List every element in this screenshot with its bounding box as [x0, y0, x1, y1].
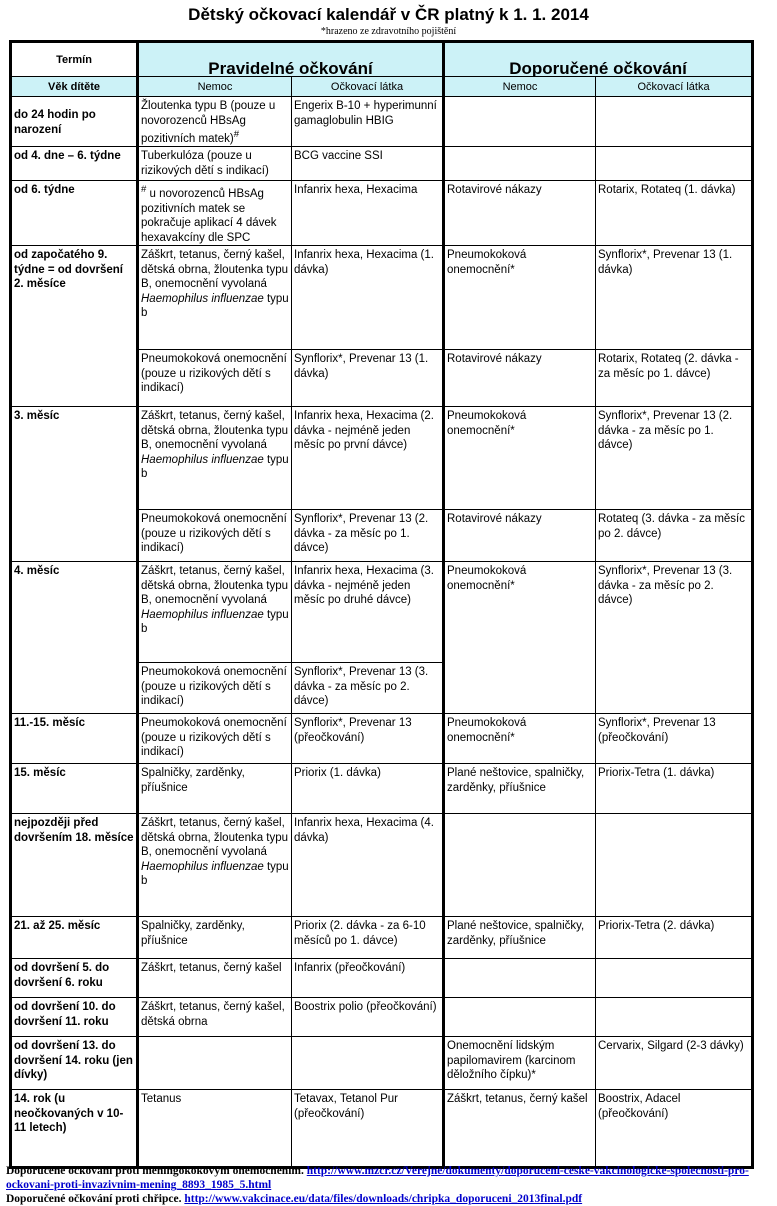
term-cell: od dovršení 5. do dovršení 6. roku [11, 959, 138, 998]
header-regular: Pravidelné očkování [138, 42, 444, 77]
meningo-link[interactable]: http://www.mzcr.cz/Verejne/dokumenty/doporuceni-ceske-vakcinologicke-spolecnosti-pro-ockovani-proti-invazivnim-mening_8893_1985_5.html [6, 1165, 749, 1191]
header-recommended-vaccine: Očkovací látka [596, 77, 753, 97]
table-row [11, 959, 753, 998]
regular-disease-cell: Záškrt, tetanus, černý kašel, dětská obrna, žloutenka typu B, onemocnění vyvolaná Haemophilus influenzae typu b [138, 814, 292, 917]
header-recommended: Doporučené očkování [444, 42, 753, 77]
flu-link[interactable]: http://www.vakcinace.eu/data/files/downloads/chripka_doporuceni_2013final.pdf [184, 1193, 583, 1205]
recommended-vaccine-cell [596, 97, 753, 147]
regular-disease-cell: Žloutenka typu B (pouze u novorozenců HBsAg pozitivních matek)# [138, 97, 292, 147]
regular-vaccine-cell: Infanrix (přeočkování) [292, 959, 444, 998]
regular-vaccine-cell: Infanrix hexa, Hexacima (3. dávka - nejméně jeden měsíc po druhé dávce) [292, 562, 444, 663]
regular-disease-cell: Spalničky, zarděnky, příušnice [138, 764, 292, 814]
header-term: Termín [11, 42, 138, 77]
regular-vaccine-cell: Boostrix polio (přeočkování) [292, 998, 444, 1037]
term-cell: 11.-15. měsíc [11, 714, 138, 764]
term-cell: od 6. týdne [11, 181, 138, 246]
recommended-disease-cell [444, 959, 596, 998]
table-row [11, 1090, 753, 1168]
regular-vaccine-cell: Infanrix hexa, Hexacima (1. dávka) [292, 246, 444, 350]
regular-vaccine-cell: Priorix (1. dávka) [292, 764, 444, 814]
recommended-vaccine-cell [596, 147, 753, 181]
regular-disease-cell: Záškrt, tetanus, černý kašel, dětská obrna, žloutenka typu B, onemocnění vyvolaná Haemophilus influenzae typu b [138, 562, 292, 663]
table-row [11, 246, 753, 350]
recommended-disease-cell: Pneumokoková onemocnění* [444, 562, 596, 714]
regular-disease-cell: Tetanus [138, 1090, 292, 1168]
table-row [11, 714, 753, 764]
table-row [11, 97, 753, 147]
regular-vaccine-cell: Infanrix hexa, Hexacima (2. dávka - nejméně jeden měsíc po první dávce) [292, 407, 444, 510]
recommended-disease-cell: Pneumokoková onemocnění* [444, 714, 596, 764]
table-row [11, 562, 753, 663]
recommended-vaccine-cell: Synflorix*, Prevenar 13 (přeočkování) [596, 714, 753, 764]
recommended-disease-cell: Plané neštovice, spalničky, zarděnky, příušnice [444, 764, 596, 814]
recommended-vaccine-cell: Rotarix, Rotateq (1. dávka) [596, 181, 753, 246]
regular-disease-cell [138, 1037, 292, 1090]
term-cell: 4. měsíc [11, 562, 138, 714]
header-age: Věk dítěte [11, 77, 138, 97]
recommended-disease-cell: Rotavirové nákazy [444, 350, 596, 407]
recommended-disease-cell: Záškrt, tetanus, černý kašel [444, 1090, 596, 1168]
page-title: Dětský očkovací kalendář v ČR platný k 1. 1. 2014 [188, 5, 589, 24]
recommended-disease-cell: Pneumokoková onemocnění* [444, 407, 596, 510]
regular-vaccine-cell: Infanrix hexa, Hexacima (4. dávka) [292, 814, 444, 917]
regular-vaccine-cell: Synflorix*, Prevenar 13 (přeočkování) [292, 714, 444, 764]
recommended-vaccine-cell [596, 959, 753, 998]
table-row [11, 1037, 753, 1090]
recommended-disease-cell: Onemocnění lidským papilomavirem (karcinom děložního čípku)* [444, 1037, 596, 1090]
term-cell: 21. až 25. měsíc [11, 917, 138, 959]
regular-vaccine-cell: Synflorix*, Prevenar 13 (2. dávka - za měsíc po 1. dávce) [292, 510, 444, 562]
header-recommended-disease: Nemoc [444, 77, 596, 97]
recommended-disease-cell [444, 998, 596, 1037]
recommended-vaccine-cell: Rotarix, Rotateq (2. dávka - za měsíc po 1. dávce) [596, 350, 753, 407]
term-cell: 15. měsíc [11, 764, 138, 814]
subtitle-note: *hrazeno ze zdravotního pojištění [320, 26, 457, 37]
recommended-disease-cell [444, 147, 596, 181]
recommended-vaccine-cell: Cervarix, Silgard (2-3 dávky) [596, 1037, 753, 1090]
recommended-vaccine-cell: Boostrix, Adacel (přeočkování) [596, 1090, 753, 1168]
regular-vaccine-cell: Priorix (2. dávka - za 6-10 měsíců po 1. dávce) [292, 917, 444, 959]
header-row-top [11, 42, 753, 77]
regular-disease-cell: Záškrt, tetanus, černý kašel, dětská obrna [138, 998, 292, 1037]
recommended-disease-cell: Rotavirové nákazy [444, 510, 596, 562]
table-row [11, 147, 753, 181]
header-regular-vaccine: Očkovací látka [292, 77, 444, 97]
regular-vaccine-cell: Synflorix*, Prevenar 13 (3. dávka - za měsíc po 2. dávce) [292, 663, 444, 714]
recommended-vaccine-cell: Synflorix*, Prevenar 13 (3. dávka - za měsíc po 2. dávce) [596, 562, 753, 714]
recommended-vaccine-cell [596, 814, 753, 917]
header-row-sub [11, 77, 753, 97]
table-row [11, 181, 753, 246]
regular-disease-cell: Záškrt, tetanus, černý kašel, dětská obrna, žloutenka typu B, onemocnění vyvolaná Haemophilus influenzae typu b [138, 246, 292, 350]
regular-disease-cell: Pneumokoková onemocnění (pouze u rizikových dětí s indikací) [138, 714, 292, 764]
table-row [11, 407, 753, 510]
recommended-disease-cell [444, 97, 596, 147]
regular-vaccine-cell: Infanrix hexa, Hexacima [292, 181, 444, 246]
regular-vaccine-cell: Synflorix*, Prevenar 13 (1. dávka) [292, 350, 444, 407]
regular-disease-cell: Pneumokoková onemocnění (pouze u rizikových dětí s indikací) [138, 350, 292, 407]
footer-flu-label: Doporučené očkování proti chřipce. [6, 1193, 182, 1205]
regular-disease-cell: Tuberkulóza (pouze u rizikových dětí s indikací) [138, 147, 292, 181]
regular-disease-cell: Spalničky, zarděnky, příušnice [138, 917, 292, 959]
recommended-vaccine-cell: Priorix-Tetra (2. dávka) [596, 917, 753, 959]
recommended-vaccine-cell: Synflorix*, Prevenar 13 (2. dávka - za měsíc po 1. dávce) [596, 407, 753, 510]
table-row [11, 998, 753, 1037]
regular-disease-cell: Záškrt, tetanus, černý kašel, dětská obrna, žloutenka typu B, onemocnění vyvolaná Haemophilus influenzae typu b [138, 407, 292, 510]
regular-vaccine-cell [292, 1037, 444, 1090]
regular-vaccine-cell: Tetavax, Tetanol Pur (přeočkování) [292, 1090, 444, 1168]
recommended-vaccine-cell: Priorix-Tetra (1. dávka) [596, 764, 753, 814]
recommended-disease-cell: Rotavirové nákazy [444, 181, 596, 246]
term-cell: 14. rok (u neočkovaných v 10-11 letech) [11, 1090, 138, 1168]
header-regular-disease: Nemoc [138, 77, 292, 97]
table-row [11, 764, 753, 814]
table-row [11, 917, 753, 959]
recommended-disease-cell [444, 814, 596, 917]
regular-vaccine-cell: Engerix B-10 + hyperimunní gamaglobulin HBIG [292, 97, 444, 147]
term-cell: do 24 hodin po narození [11, 97, 138, 147]
footer-meningo-label: Doporučené očkování proti meningokokovým onemocněním. [6, 1165, 304, 1177]
vaccination-calendar-table [9, 40, 754, 1169]
regular-vaccine-cell: BCG vaccine SSI [292, 147, 444, 181]
regular-disease-cell: Pneumokoková onemocnění (pouze u rizikových dětí s indikací) [138, 510, 292, 562]
regular-disease-cell: # u novorozenců HBsAg pozitivních matek se pokračuje aplikací 4 dávek hexavakcíny dle SPC [138, 181, 292, 246]
term-cell: od 4. dne – 6. týdne [11, 147, 138, 181]
recommended-vaccine-cell [596, 998, 753, 1037]
recommended-disease-cell: Plané neštovice, spalničky, zarděnky, příušnice [444, 917, 596, 959]
term-cell: od dovršení 13. do dovršení 14. roku (jen dívky) [11, 1037, 138, 1090]
table-row [11, 814, 753, 917]
footer-meningo-note [6, 1164, 774, 1192]
regular-disease-cell: Záškrt, tetanus, černý kašel [138, 959, 292, 998]
recommended-vaccine-cell: Rotateq (3. dávka - za měsíc po 2. dávce) [596, 510, 753, 562]
footer-flu-note [6, 1192, 774, 1206]
term-cell: od započatého 9. týdne = od dovršení 2. měsíce [11, 246, 138, 407]
term-cell: od dovršení 10. do dovršení 11. roku [11, 998, 138, 1037]
recommended-vaccine-cell: Synflorix*, Prevenar 13 (1. dávka) [596, 246, 753, 350]
term-cell: nejpozději před dovršením 18. měsíce [11, 814, 138, 917]
recommended-disease-cell: Pneumokoková onemocnění* [444, 246, 596, 350]
regular-disease-cell: Pneumokoková onemocnění (pouze u rizikových dětí s indikací) [138, 663, 292, 714]
term-cell: 3. měsíc [11, 407, 138, 562]
